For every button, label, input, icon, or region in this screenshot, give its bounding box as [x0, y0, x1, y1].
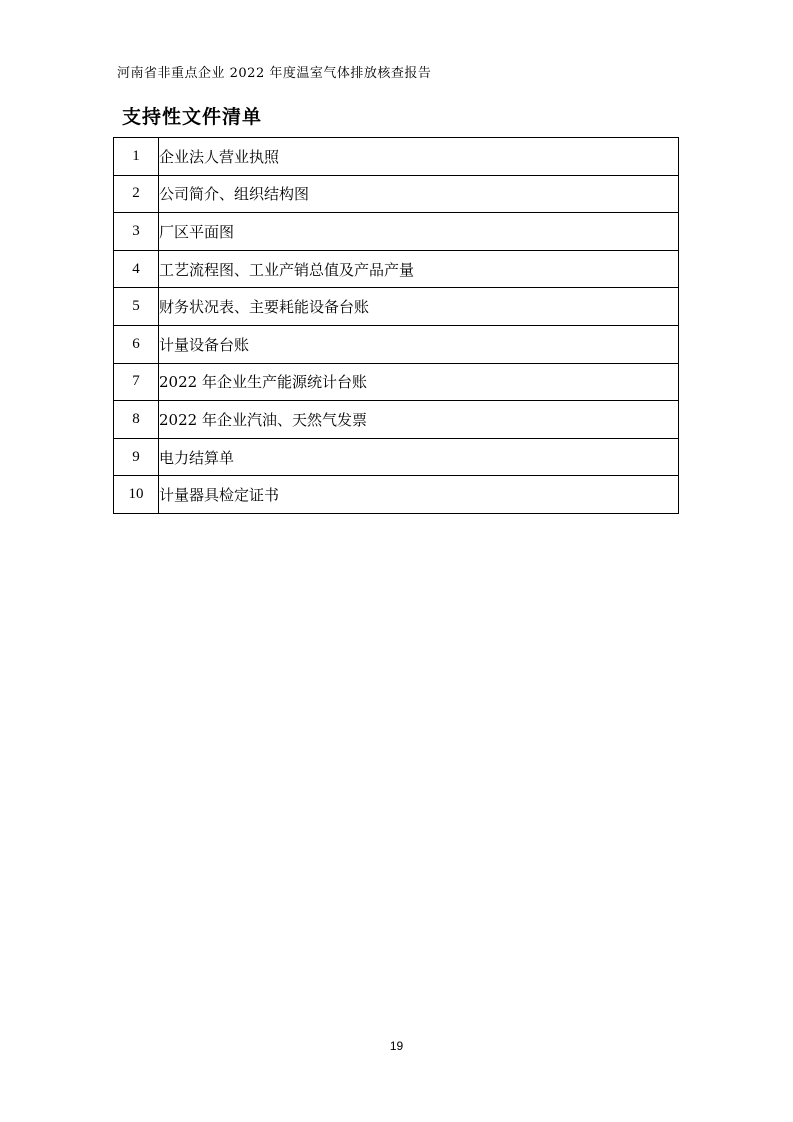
table-row: [114, 288, 679, 326]
row-number: 4: [114, 250, 159, 288]
document-name: 厂区平面图: [159, 213, 679, 251]
section-title: 支持性文件清单: [122, 106, 263, 128]
table-row: [114, 401, 679, 439]
table-row: [114, 363, 679, 401]
page-number: 19: [389, 1039, 404, 1053]
row-number: 5: [114, 288, 159, 326]
document-name: 计量设备台账: [159, 325, 679, 363]
row-number: 10: [114, 476, 159, 514]
document-name: 2022 年企业汽油、天然气发票: [159, 401, 679, 439]
document-name: 财务状况表、主要耗能设备台账: [159, 288, 679, 326]
row-number: 7: [114, 363, 159, 401]
table-row: [114, 175, 679, 213]
table-row: [114, 438, 679, 476]
document-name: 公司简介、组织结构图: [159, 175, 679, 213]
table-row: [114, 325, 679, 363]
table-row: [114, 250, 679, 288]
row-number: 3: [114, 213, 159, 251]
row-number: 9: [114, 438, 159, 476]
table-row: [114, 138, 679, 176]
supporting-documents-table: [113, 137, 679, 514]
row-number: 1: [114, 138, 159, 176]
running-header: 河南省非重点企业 2022 年度温室气体排放核查报告: [117, 66, 432, 81]
table-row: [114, 476, 679, 514]
table-row: [114, 213, 679, 251]
row-number: 8: [114, 401, 159, 439]
document-name: 企业法人营业执照: [159, 138, 679, 176]
row-number: 6: [114, 325, 159, 363]
document-name: 工艺流程图、工业产销总值及产品产量: [159, 250, 679, 288]
row-number: 2: [114, 175, 159, 213]
document-name: 电力结算单: [159, 438, 679, 476]
document-name: 2022 年企业生产能源统计台账: [159, 363, 679, 401]
document-name: 计量器具检定证书: [159, 476, 679, 514]
